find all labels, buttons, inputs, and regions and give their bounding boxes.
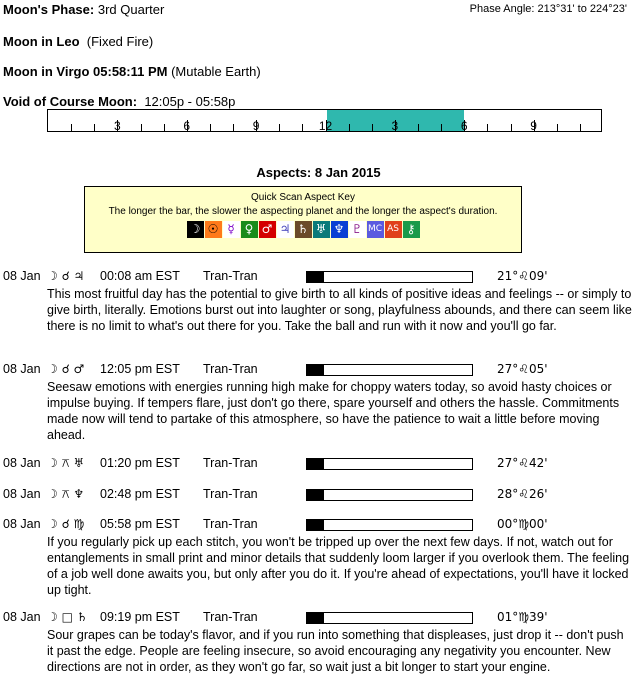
aspect-symbols: ☽ □ ♄ [47, 610, 88, 624]
timeline-hour-label: 6 [183, 119, 191, 133]
timeline-hour-label: 3 [391, 119, 399, 133]
timeline-hour-label: 9 [530, 119, 537, 133]
timeline-tick [233, 124, 234, 131]
aspect-type: Tran-Tran [203, 517, 258, 531]
moon-phase-row [3, 2, 164, 17]
aspect-symbols: ☽ ☌ ♂ [47, 362, 85, 376]
aspect-duration-fill [307, 365, 324, 375]
voc-range: 12:05p - 05:58p [144, 94, 236, 109]
chiron-icon: ⚷ [403, 221, 420, 238]
neptune-icon: ♆ [331, 221, 348, 238]
aspect-time: 05:58 pm EST [100, 517, 180, 531]
aspect-symbols: ☽ ☌ ♍ [47, 517, 85, 531]
phase-angle: Phase Angle: 213°31' to 224°23' [469, 3, 627, 15]
aspect-header [3, 456, 633, 472]
timeline-tick [511, 124, 512, 131]
aspect-type: Tran-Tran [203, 456, 258, 470]
moon-phase-value: 3rd Quarter [97, 2, 165, 17]
aspect-header [3, 610, 633, 626]
aspect-duration-fill [307, 613, 324, 623]
aspect-description: Seesaw emotions with energies running high make for choppy waters today, so avoid hasty choices or impulse buying. If tempers flare, just don't go there, spare yourself and others the hassle. Commitments made now will tend to partake of this atmosphere, so have the patience to wait a little before moving ahead. [47, 380, 620, 442]
timeline-tick [302, 124, 303, 131]
aspect-symbols: ☽ ⚻ ♅ [47, 456, 85, 470]
timeline-tick [141, 124, 142, 131]
aspect-time: 01:20 pm EST [100, 456, 180, 470]
aspect-duration-bar [306, 489, 473, 501]
aspect-header [3, 362, 633, 378]
aspect-entry [3, 362, 633, 443]
timeline-tick [71, 124, 72, 131]
aspect-type: Tran-Tran [203, 269, 258, 283]
aspect-description: If you regularly pick up each stitch, you won't be tripped up over the next few days. If not, watch out for entanglements in small print and minor details that suddenly loom larger if you overlook them. The feeling of a job well done awaits you, but only after you do it. If you're ahead of expectations, you'll have it locked up tight. [47, 535, 630, 597]
jupiter-icon: ♃ [277, 221, 294, 238]
midheaven-icon: MC [367, 221, 384, 238]
timeline-tick [372, 124, 373, 131]
timeline-tick [279, 124, 280, 131]
timeline-tick [487, 124, 488, 131]
mars-icon: ♂ [259, 221, 276, 238]
moon-sign1-row [3, 34, 153, 49]
aspect-time: 12:05 pm EST [100, 362, 180, 376]
aspect-position: 27°♌05' [497, 362, 548, 376]
mercury-icon: ☿ [223, 221, 240, 238]
aspect-date: 08 Jan [3, 362, 41, 376]
timeline-hour-label: 6 [460, 119, 468, 133]
moon-sign1-label: Moon in Leo [3, 34, 80, 49]
moon-sign2-detail: (Mutable Earth) [171, 64, 261, 79]
uranus-icon: ♅ [313, 221, 330, 238]
moon-sign2-label: Moon in Virgo 05:58:11 PM [3, 64, 168, 79]
aspect-entry [3, 517, 633, 598]
venus-icon: ♀ [241, 221, 258, 238]
ascendant-icon: AS [385, 221, 402, 238]
aspect-entry [3, 456, 633, 472]
aspect-type: Tran-Tran [203, 610, 258, 624]
aspect-header [3, 269, 633, 285]
aspect-time: 09:19 pm EST [100, 610, 180, 624]
aspect-key-subtitle: The longer the bar, the slower the aspecting planet and the longer the aspect's duration. [108, 206, 498, 217]
aspect-date: 08 Jan [3, 610, 41, 624]
aspect-time: 02:48 pm EST [100, 487, 180, 501]
aspect-date: 08 Jan [3, 456, 41, 470]
voc-label: Void of Course Moon: [3, 94, 138, 109]
aspect-duration-bar [306, 612, 473, 624]
aspect-symbols: ☽ ☌ ♃ [47, 269, 85, 283]
aspects-title: Aspects: 8 Jan 2015 [256, 165, 381, 180]
saturn-icon: ♄ [295, 221, 312, 238]
aspect-time: 00:08 am EST [100, 269, 180, 283]
aspect-entry [3, 487, 633, 503]
aspect-date: 08 Jan [3, 487, 41, 501]
aspect-entry [3, 610, 633, 675]
aspect-key-glyphs [85, 221, 521, 238]
aspect-date: 08 Jan [3, 517, 41, 531]
aspect-header [3, 487, 633, 503]
moon-phase-label: Moon's Phase: [3, 2, 95, 17]
moon-icon: ☽ [187, 221, 204, 238]
aspect-duration-fill [307, 520, 324, 530]
aspect-duration-fill [307, 272, 324, 282]
moon-sign2-row [3, 64, 261, 79]
aspect-symbols: ☽ ⚻ ♆ [47, 487, 85, 501]
aspect-duration-fill [307, 490, 324, 500]
timeline-tick [94, 124, 95, 131]
aspect-key-title: Quick Scan Aspect Key [251, 192, 355, 203]
timeline-hour-label: 12 [318, 119, 333, 133]
aspect-position: 21°♌09' [497, 269, 548, 283]
timeline-tick [580, 124, 581, 131]
timeline-tick [164, 124, 165, 131]
aspect-header [3, 517, 633, 533]
timeline-tick [557, 124, 558, 131]
aspect-duration-bar [306, 458, 473, 470]
aspect-position: 01°♍39' [497, 610, 548, 624]
aspect-duration-bar [306, 364, 473, 376]
aspect-description: This most fruitful day has the potential to give birth to all kinds of positive ideas and feelings -- or simply to give birth, literally. Emotions burst out into laughter or song, playfulness abounds, and there can seem like there is no limit to what's out there for you. Take the ball and run with it now and you'll go far. [47, 287, 632, 333]
aspect-duration-bar [306, 271, 473, 283]
moon-sign1-detail: (Fixed Fire) [86, 34, 154, 49]
aspect-position: 28°♌26' [497, 487, 548, 501]
timeline-hour-label: 9 [252, 119, 260, 133]
pluto-icon: ♇ [349, 221, 366, 238]
aspect-key [84, 186, 522, 253]
timeline-tick [418, 124, 419, 131]
aspect-position: 27°♌42' [497, 456, 548, 470]
timeline-tick [441, 124, 442, 131]
timeline-tick [349, 124, 350, 131]
aspect-entry [3, 269, 633, 334]
voc-row [3, 94, 235, 109]
timeline-hour-label: 3 [114, 119, 121, 133]
aspect-description: Sour grapes can be today's flavor, and if you run into something that displeases, just drop it -- don't push it past the edge. People are feeling insecure, so avoid encouraging any negativity you encounter. New directions are not in order, as they won't go far, so wait just a bit longer to start your engine. [47, 628, 624, 674]
aspect-type: Tran-Tran [203, 487, 258, 501]
aspect-date: 08 Jan [3, 269, 41, 283]
timeline-tick [210, 124, 211, 131]
voc-timeline [47, 109, 602, 132]
aspect-duration-bar [306, 519, 473, 531]
aspect-duration-fill [307, 459, 324, 469]
sun-icon: ☉ [205, 221, 222, 238]
aspect-type: Tran-Tran [203, 362, 258, 376]
aspect-position: 00°♍00' [497, 517, 548, 531]
